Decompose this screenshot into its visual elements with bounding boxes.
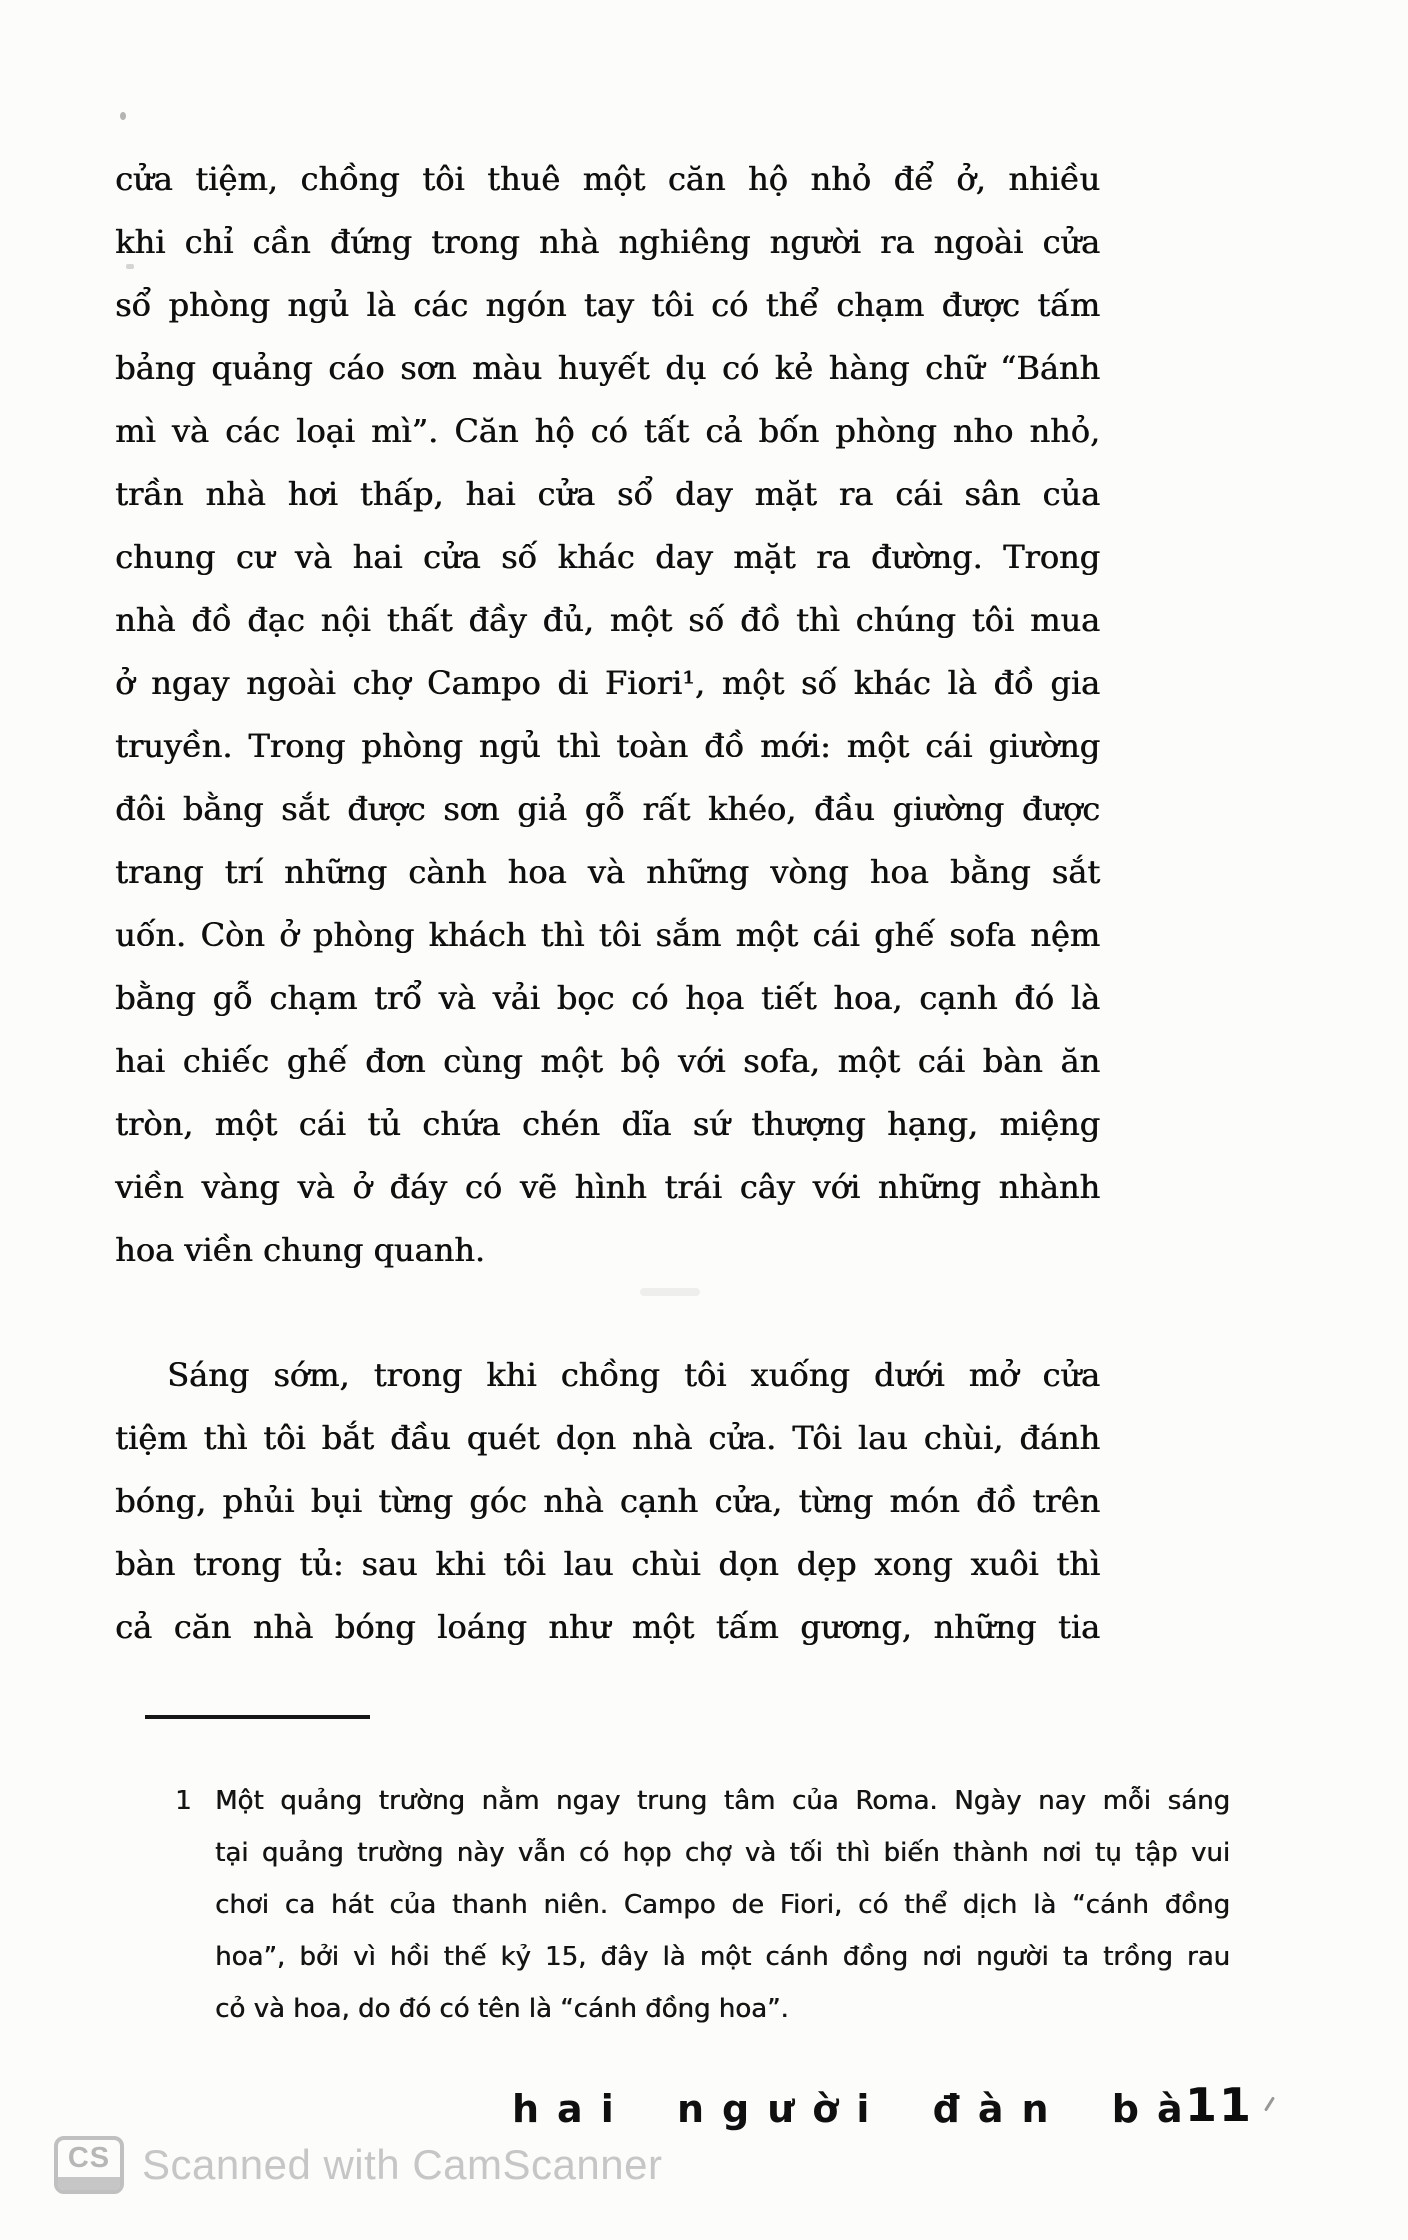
running-title: hai người đàn bà (512, 2087, 1201, 2131)
body-line: bằng gỗ chạm trổ và vải bọc có họa tiết hoa, cạnh đó là (115, 979, 1100, 1017)
body-line: hoa viền chung quanh. (115, 1231, 485, 1269)
scan-speck (120, 112, 126, 120)
body-line: trang trí những cành hoa và những vòng hoa bằng sắt (115, 853, 1100, 891)
footnote-line: tại quảng trường này vẫn có họp chợ và tối thì biến thành nơi tụ tập vui (215, 1838, 1230, 1868)
camscanner-watermark-label: Scanned with CamScanner (142, 2141, 663, 2188)
footnote (175, 1775, 1230, 2035)
camscanner-logo-text: CS (67, 2142, 111, 2174)
footnote-line: hoa”, bởi vì hồi thế kỷ 15, đây là một cánh đồng nơi người ta trồng rau (215, 1942, 1230, 1972)
body-line: uốn. Còn ở phòng khách thì tôi sắm một cái ghế sofa nệm (115, 916, 1100, 954)
body-line: Sáng sớm, trong khi chồng tôi xuống dưới mở cửa (167, 1356, 1100, 1394)
body-line: bàn trong tủ: sau khi tôi lau chùi dọn dẹp xong xuôi thì (115, 1545, 1100, 1583)
body-line: trần nhà hơi thấp, hai cửa sổ day mặt ra cái sân của (115, 475, 1100, 513)
footnote-line: chơi ca hát của thanh niên. Campo de Fiori, có thể dịch là “cánh đồng (215, 1890, 1230, 1920)
footnote-marker: 1 (175, 1786, 192, 1816)
body-line: nhà đồ đạc nội thất đầy đủ, một số đồ thì chúng tôi mua (115, 601, 1100, 639)
footnote-line: cỏ và hoa, do đó có tên là “cánh đồng hoa”. (215, 1994, 789, 2024)
body-line: viền vàng và ở đáy có vẽ hình trái cây với những nhành (115, 1168, 1100, 1206)
body-line: sổ phòng ngủ là các ngón tay tôi có thể chạm được tấm (115, 286, 1100, 324)
scan-smudge (640, 1288, 700, 1296)
body-line: bóng, phủi bụi từng góc nhà cạnh cửa, từng món đồ trên (115, 1482, 1100, 1520)
body-line: bảng quảng cáo sơn màu huyết dụ có kẻ hàng chữ “Bánh (115, 349, 1100, 387)
paragraph (115, 1344, 1100, 1659)
body-line: đôi bằng sắt được sơn giả gỗ rất khéo, đầu giường được (115, 790, 1100, 828)
body-line: chung cư và hai cửa số khác day mặt ra đường. Trong (115, 538, 1100, 576)
scan-speck (126, 264, 134, 269)
footnote-line: Một quảng trường nằm ngay trung tâm của Roma. Ngày nay mỗi sáng (215, 1786, 1230, 1816)
body-line: tròn, một cái tủ chứa chén dĩa sứ thượng hạng, miệng (115, 1105, 1100, 1143)
paragraph (115, 148, 1100, 1282)
scan-speck (1264, 2096, 1275, 2111)
page-number: 11 (1185, 2078, 1254, 2132)
body-text (115, 148, 1100, 1659)
body-line: ở ngay ngoài chợ Campo di Fiori¹, một số khác là đồ gia (115, 664, 1100, 702)
footnote-separator (145, 1715, 370, 1719)
body-line: tiệm thì tôi bắt đầu quét dọn nhà cửa. Tôi lau chùi, đánh (115, 1419, 1100, 1457)
body-line: cả căn nhà bóng loáng như một tấm gương, những tia (115, 1608, 1100, 1646)
camscanner-logo-icon (54, 2136, 124, 2194)
body-line: truyền. Trong phòng ngủ thì toàn đồ mới: một cái giường (115, 727, 1100, 765)
body-line: khi chỉ cần đứng trong nhà nghiêng người ra ngoài cửa (115, 223, 1100, 261)
camscanner-logo-band (58, 2177, 120, 2190)
body-line: mì và các loại mì”. Căn hộ có tất cả bốn phòng nho nhỏ, (115, 412, 1100, 450)
body-line: cửa tiệm, chồng tôi thuê một căn hộ nhỏ để ở, nhiều (115, 160, 1100, 198)
footnote-lines (215, 1775, 1230, 2035)
body-line: hai chiếc ghế đơn cùng một bộ với sofa, một cái bàn ăn (115, 1042, 1100, 1080)
